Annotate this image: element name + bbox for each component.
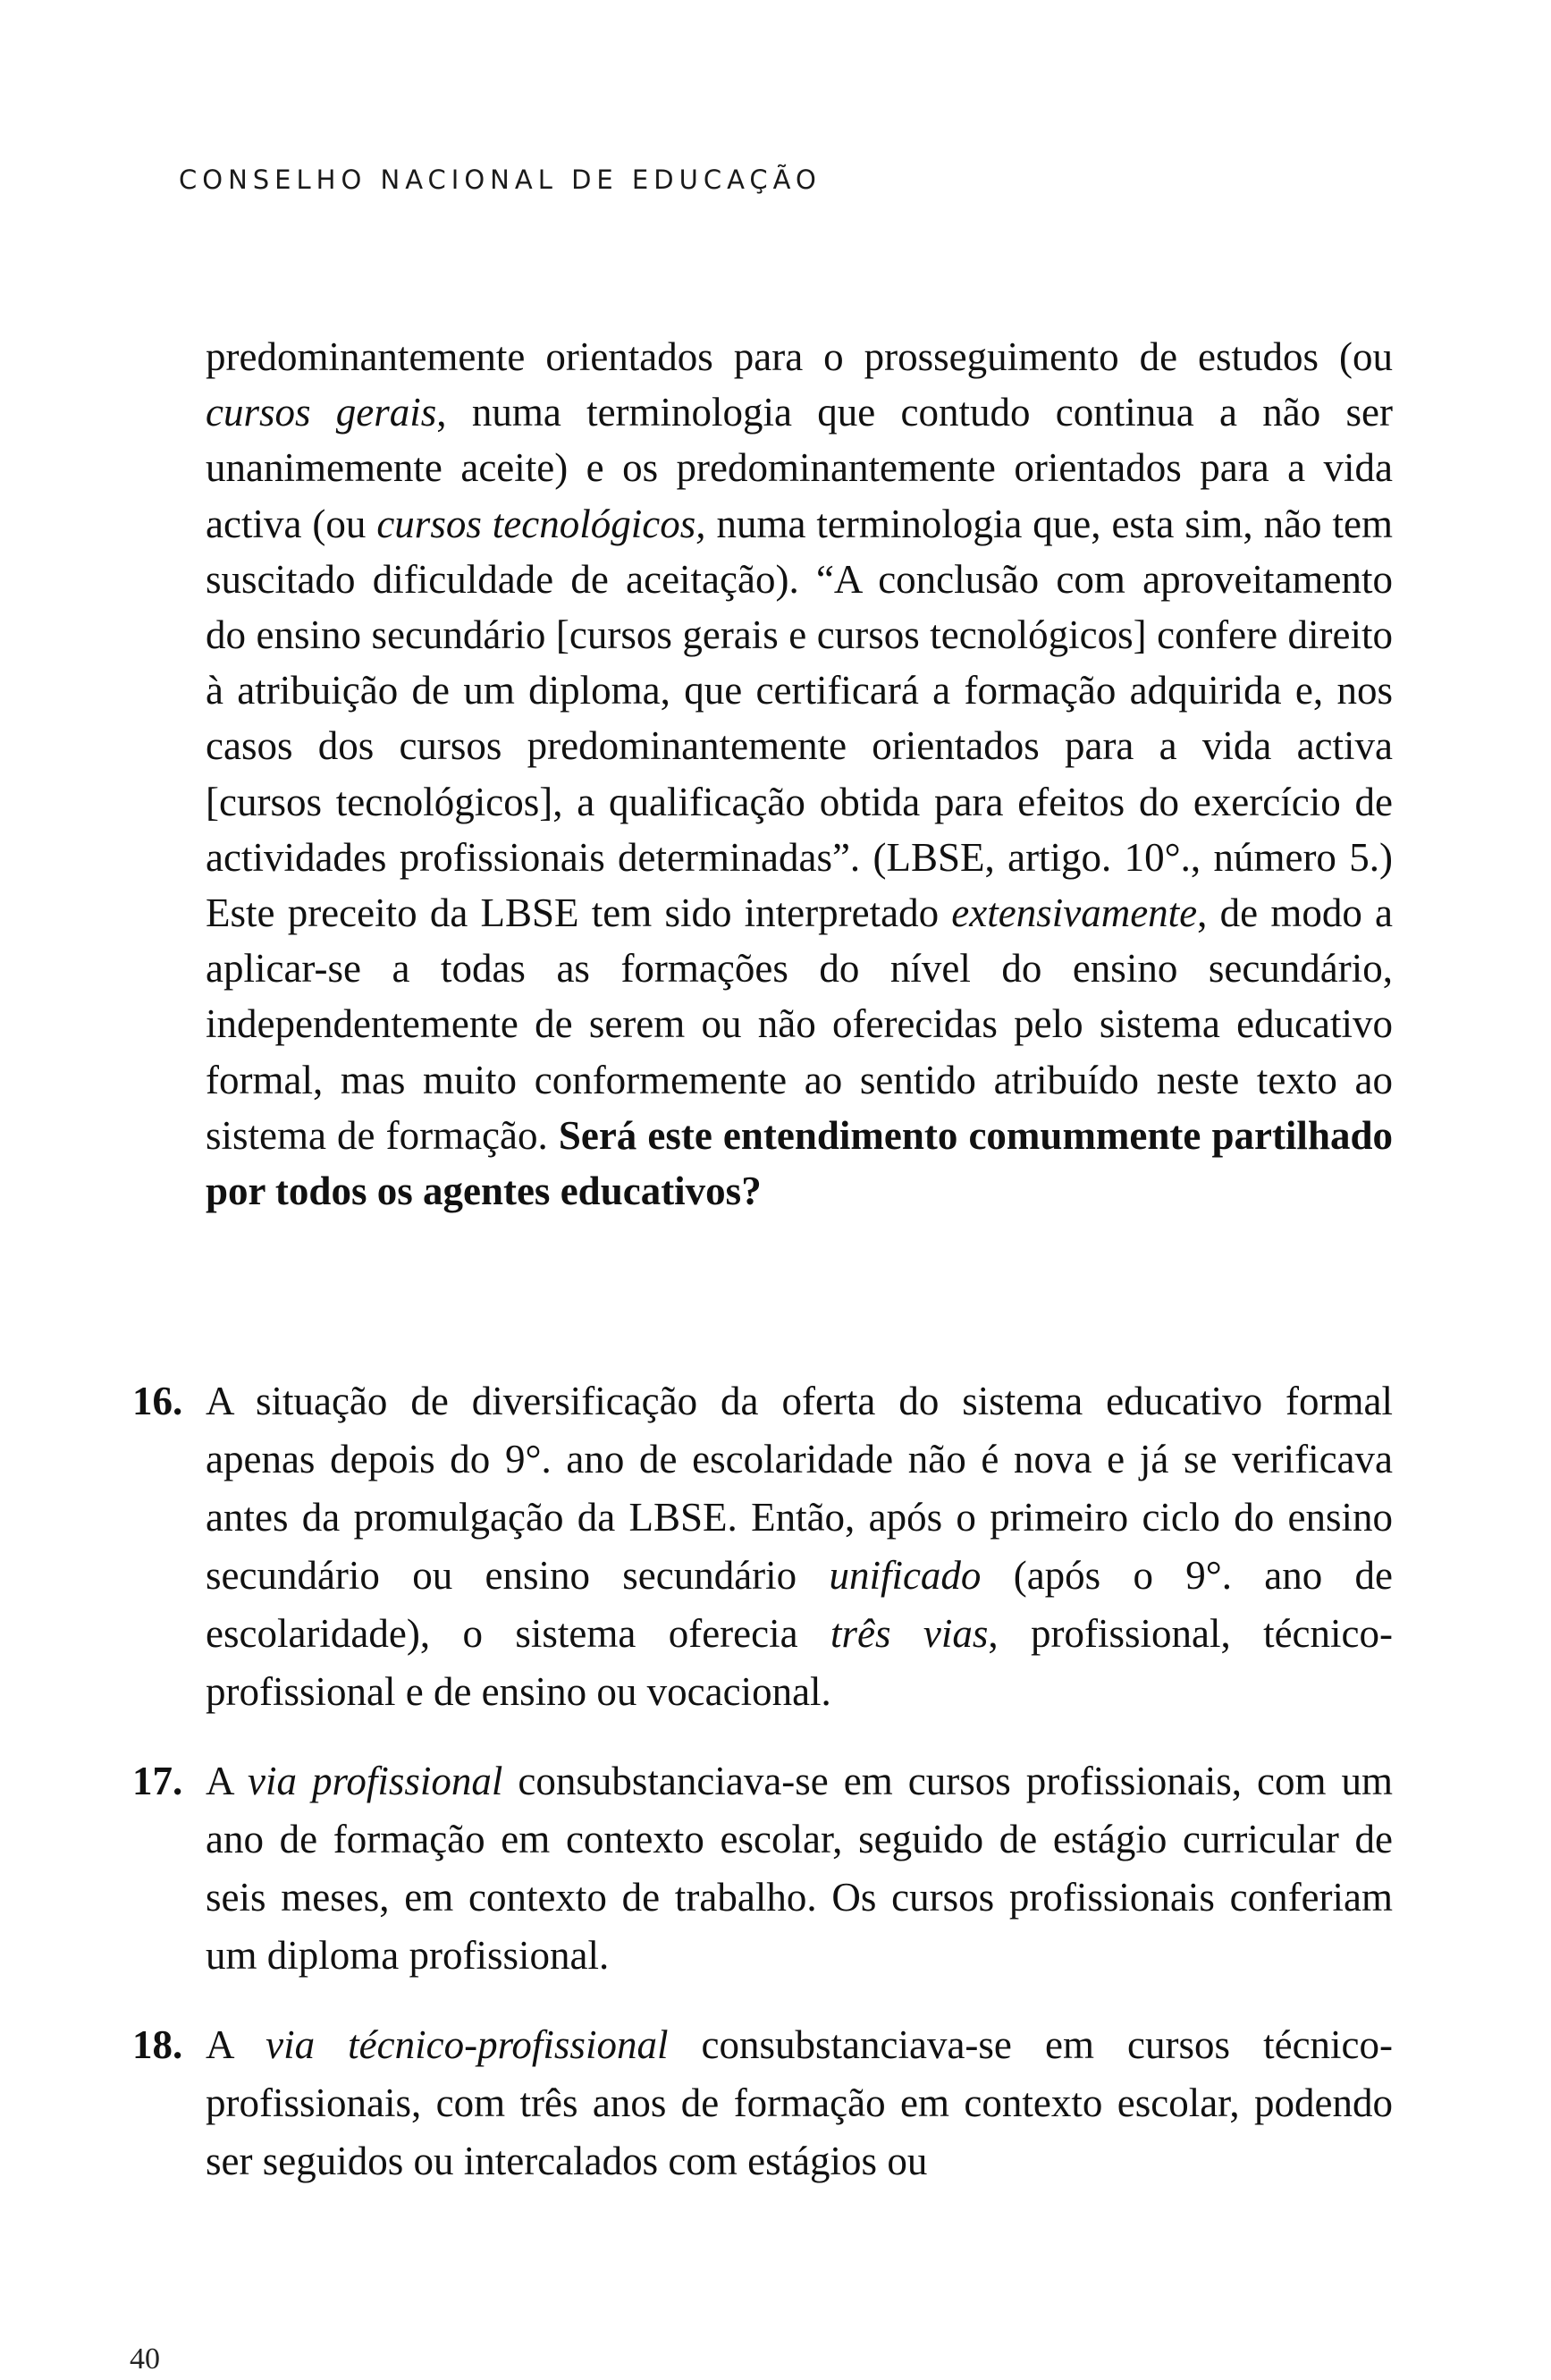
item-18-text-1: A [206, 2022, 266, 2067]
running-header: CONSELHO NACIONAL DE EDUCAÇÃO [179, 165, 822, 195]
item-16 [132, 1372, 1393, 1721]
intro-text-1: predominantemente orientados para o prosseguimento de estudos (ou [206, 334, 1393, 379]
intro-text-4: , de modo a aplicar-se a todas as formações do nível do ensino secundário, independentemente de serem ou não oferecidas pelo sistema educativo formal, mas muito conformemente ao sentido atribuído neste texto ao sistema de formação. [206, 890, 1394, 1158]
item-16-text-1: A situação de diversificação da oferta do sistema educativo formal apenas depois do 9°. ano de escolaridade não é nova e já se verificava antes da promulgação da LBSE. Então, após o primeiro ciclo do ensino secundário ou ensino secundário [206, 1379, 1393, 1598]
intro-italic-cursos-gerais: cursos gerais [206, 390, 437, 435]
intro-italic-cursos-tecnologicos: cursos tecnológicos, [376, 501, 706, 546]
item-17-italic-via-profissional: via profissional [248, 1759, 503, 1803]
item-16-italic-tres-vias: três vias [830, 1611, 989, 1656]
item-17 [132, 1752, 1394, 1985]
intro-text-3: numa terminologia que, esta sim, não tem suscitado dificuldade de aceitação). “A conclusão com aproveitamento do ensino secundário [cursos gerais e cursos tecnológicos] confere direito à atribuição de um diploma, que certificará a formação adquirida e, nos casos dos cursos predominantemente orientados para a vida activa [cursos tecnológicos], a qualificação obtida para efeitos do exercício de actividades profissionais determinadas”. (LBSE, artigo. 10°., número 5.) Este preceito da LBSE tem sido interpretado [206, 501, 1393, 936]
intro-text-2: , numa terminologia que contudo continua a não ser unanimemente aceite) e os predominantemente orientados para a vida activa (ou [206, 390, 1393, 546]
intro-bold-question: Será este entendimento comummente partilhado por todos os agentes educativos? [206, 1112, 1393, 1214]
item-18-italic-via-tecnico-profissional: via técnico-profissional [266, 2022, 669, 2067]
item-number: 17. [132, 1759, 183, 1803]
intro-paragraph [206, 329, 1393, 1219]
item-18 [132, 2016, 1394, 2190]
page-number: 40 [130, 2342, 160, 2376]
item-number: 16. [132, 1379, 183, 1423]
item-16-italic-unificado: unificado [829, 1553, 982, 1598]
intro-italic-extensivamente: extensivamente [951, 890, 1198, 936]
item-number: 18. [132, 2022, 183, 2067]
item-18-text-2: consubstanciava-se em cursos técnico-profissionais, com três anos de formação em contexto escolar, podendo ser seguidos ou intercalados com estágios ou [206, 2022, 1394, 2183]
item-17-text-1: A [206, 1759, 249, 1803]
item-16-text-3: , profissional, técnico-profissional e de ensino ou vocacional. [206, 1611, 1393, 1714]
item-16-text-2: (após o 9°. ano de escolaridade), o sistema oferecia [206, 1553, 1393, 1656]
item-17-text-2: consubstanciava-se em cursos profissionais, com um ano de formação em contexto escolar, seguido de estágio curricular de seis meses, em contexto de trabalho. Os cursos profissionais conferiam um diploma profissional. [206, 1759, 1394, 1978]
